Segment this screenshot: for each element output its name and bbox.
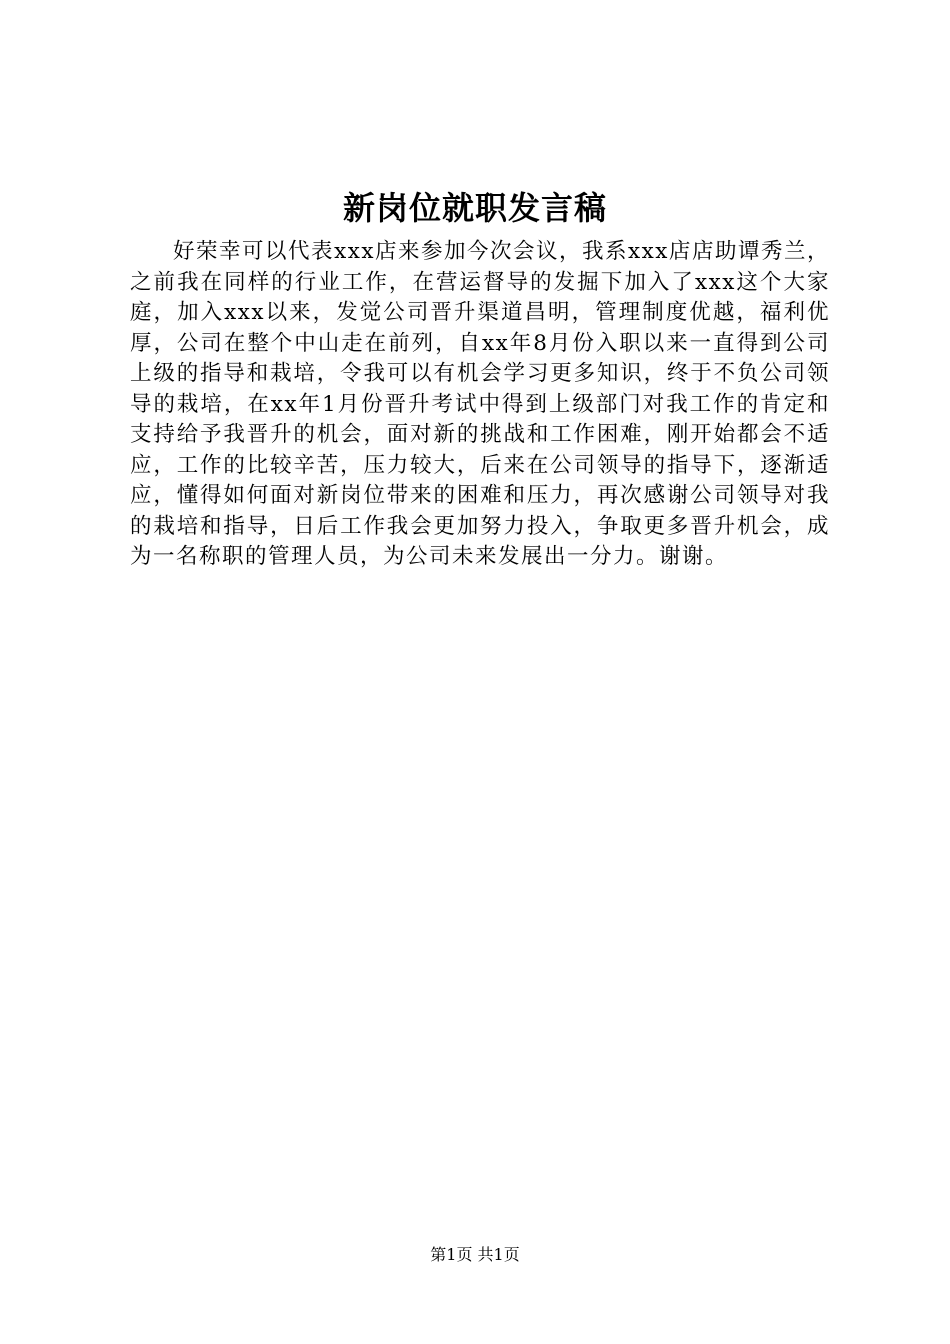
- document-title: 新岗位就职发言稿: [342, 189, 607, 227]
- document-body: 好荣幸可以代表xxx店来参加今次会议，我系xxx店店助谭秀兰，之前我在同样的行业工作，在营运督导的发掘下加入了xxx这个大家庭，加入xxx以来，发觉公司晋升渠道昌明，管理制度优越，福利优厚，公司在整个中山走在前列，自xx年8月份入职以来一直得到公司上级的指导和栽培，令我可以有机会学习更多知识，终于不负公司领导的栽培，在xx年1月份晋升考试中得到上级部门对我工作的肯定和支持给予我晋升的机会，面对新的挑战和工作困难，刚开始都会不适应，工作的比较辛苦，压力较大，后来在公司领导的指导下，逐渐适应，懂得如何面对新岗位带来的困难和压力，再次感谢公司领导对我的栽培和指导，日后工作我会更加努力投入，争取更多晋升机会，成为一名称职的管理人员，为公司未来发展出一分力。谢谢。: [130, 239, 830, 569]
- page-footer: 第1页 共1页: [430, 1245, 520, 1264]
